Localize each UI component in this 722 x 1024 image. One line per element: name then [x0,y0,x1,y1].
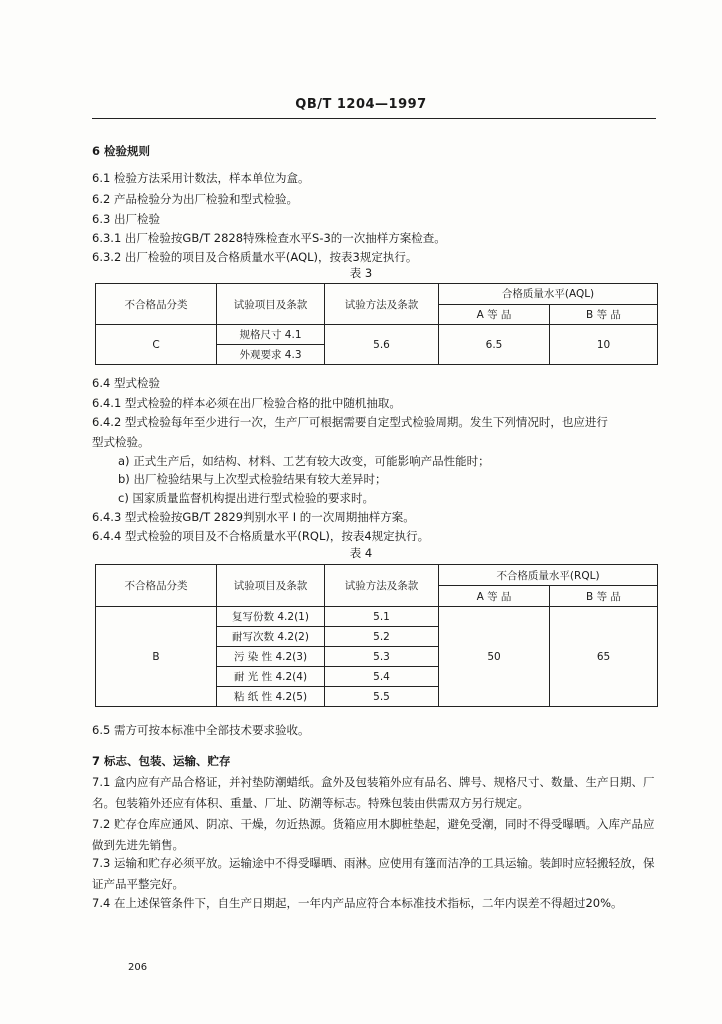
table-3-caption: 表 3 [349,266,373,280]
table-4 [95,564,658,707]
t3-header-level: 合格质量水平(AQL) [439,284,658,305]
t4-method: 5.3 [325,647,439,667]
list-item-b: b) 出厂检验结果与上次型式检验结果有较大差异时； [118,472,387,486]
table-3 [95,283,658,365]
para-6-4-3: 6.4.3 型式检验按GB/T 2829判别水平 I 的一次周期抽样方案。 [92,510,415,524]
t3-header-item: 试验项目及条款 [217,284,325,325]
t3-header-a: A 等 品 [439,304,550,325]
t4-header-class: 不合格品分类 [96,565,217,607]
t4-header-method: 试验方法及条款 [325,565,439,607]
para-6-1: 6.1 检验方法采用计数法，样本单位为盒。 [92,171,310,185]
t4-item: 耐 光 性 4.2(4) [217,667,325,687]
t4-item: 耐写次数 4.2(2) [217,627,325,647]
para-7-3: 7.3 运输和贮存必须平放。运输途中不得受曝晒、雨淋。应使用有篷而洁净的工具运输。装卸时应轻搬轻放，保证产品平整完好。 [92,856,655,891]
para-6-2: 6.2 产品检验分为出厂检验和型式检验。 [92,192,298,206]
t4-header-item: 试验项目及条款 [217,565,325,607]
t4-method: 5.2 [325,627,439,647]
t4-method: 5.5 [325,687,439,707]
t4-item: 污 染 性 4.2(3) [217,647,325,667]
para-6-3-1: 6.3.1 出厂检验按GB/T 2828特殊检查水平S-3的一次抽样方案检查。 [92,231,446,245]
t3-a: 6.5 [439,325,550,365]
t3-b: 10 [550,325,658,365]
para-6-4-2-cont: 型式检验。 [92,435,150,449]
t3-item-1: 规格尺寸 4.1 [217,325,325,345]
para-6-4-1: 6.4.1 型式检验的样本必须在出厂检验合格的批中随机抽取。 [92,396,401,410]
para-6-4-2: 6.4.2 型式检验每年至少进行一次，生产厂可根据需要自定型式检验周期。发生下列情况时，也应进行 [92,415,608,429]
t4-item: 复写份数 4.2(1) [217,607,325,627]
t3-header-b: B 等 品 [550,304,658,325]
para-6-3-2: 6.3.2 出厂检验的项目及合格质量水平(AQL)，按表3规定执行。 [92,250,418,264]
table-4-caption: 表 4 [349,546,373,560]
para-6-4-4: 6.4.4 型式检验的项目及不合格质量水平(RQL)，按表4规定执行。 [92,529,430,543]
t4-method: 5.4 [325,667,439,687]
para-7-2: 7.2 贮存仓库应通风、阴凉、干燥，勿近热源。货箱应用木脚桩垫起，避免受潮，同时不得受曝晒。入库产品应做到先进先销售。 [92,817,655,852]
list-item-a: a) 正式生产后，如结构、材料、工艺有较大改变，可能影响产品性能时； [118,454,490,468]
para-6-5: 6.5 需方可按本标准中全部技术要求验收。 [92,723,310,737]
t4-header-a: A 等 品 [439,586,550,607]
t3-method: 5.6 [325,325,439,365]
para-7-4: 7.4 在上述保管条件下，自生产日期起，一年内产品应符合本标准技术指标，二年内误差不得超过20%。 [92,896,623,910]
section-7-title: 7 标志、包装、运输、贮存 [92,754,231,768]
document-header: QB/T 1204—1997 [295,97,427,112]
t4-item: 粘 纸 性 4.2(5) [217,687,325,707]
t4-method: 5.1 [325,607,439,627]
page-number: 206 [128,962,148,973]
t4-header-b: B 等 品 [550,586,658,607]
t3-header-method: 试验方法及条款 [325,284,439,325]
t3-header-class: 不合格品分类 [96,284,217,325]
t3-class: C [96,325,217,365]
section-6-title: 6 检验规则 [92,144,151,158]
t4-class: B [96,607,217,707]
t3-item-2: 外观要求 4.3 [217,345,325,365]
t4-b: 65 [550,607,658,707]
t4-header-level: 不合格质量水平(RQL) [439,565,658,586]
section-6-4-title: 6.4 型式检验 [92,376,160,390]
t4-a: 50 [439,607,550,707]
header-rule [92,118,656,119]
para-7-1: 7.1 盒内应有产品合格证，并衬垫防潮蜡纸。盒外及包装箱外应有品名、牌号、规格尺寸、数量、生产日期、厂名。包装箱外还应有体积、重量、厂址、防潮等标志。特殊包装由供需双方另行规定。 [92,775,655,810]
para-6-3: 6.3 出厂检验 [92,212,160,226]
list-item-c: c) 国家质量监督机构提出进行型式检验的要求时。 [118,491,374,505]
